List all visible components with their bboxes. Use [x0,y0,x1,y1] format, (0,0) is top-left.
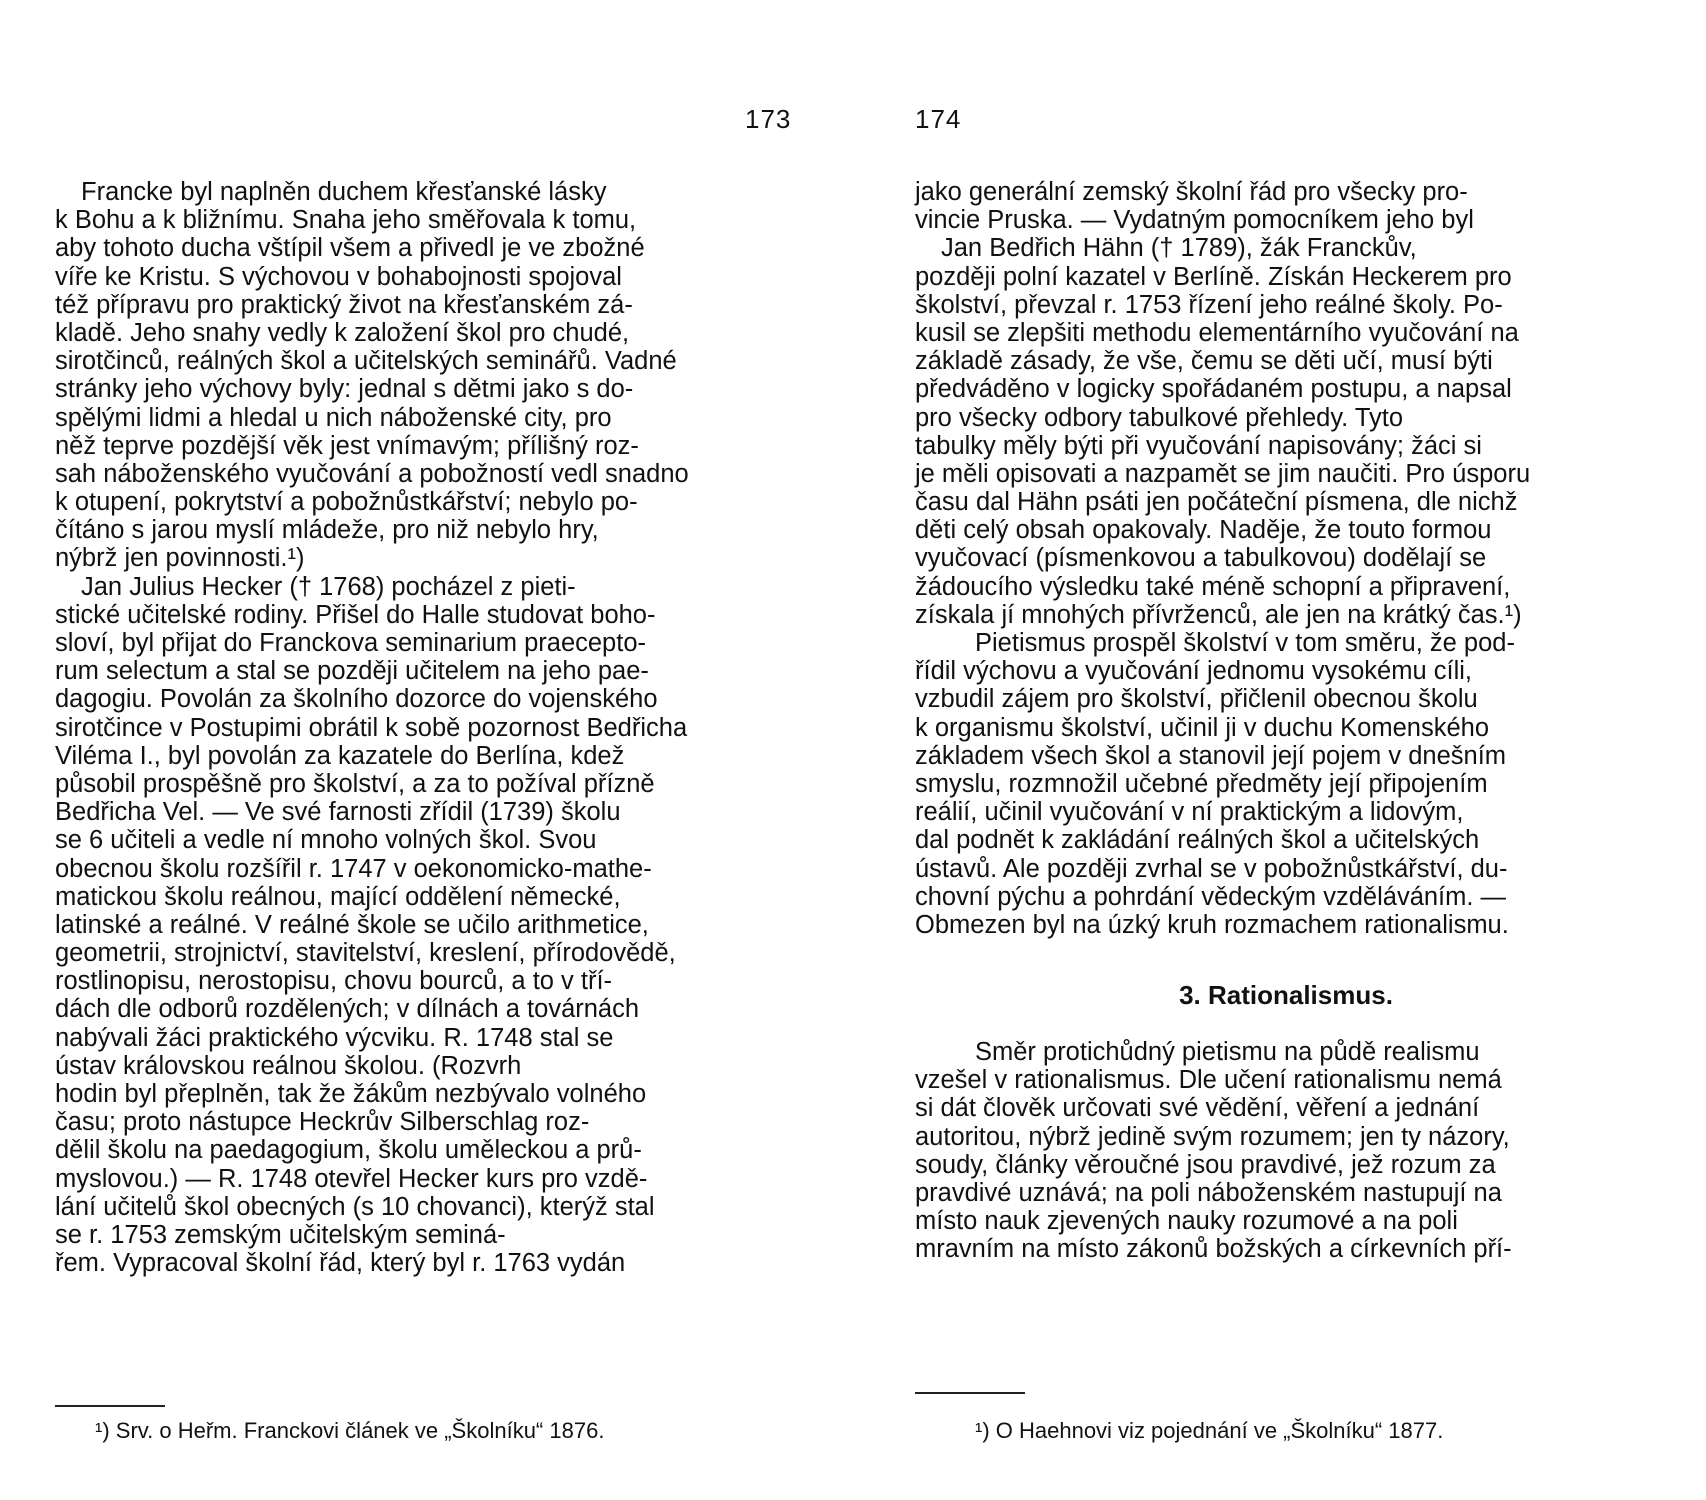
text-line: spělými lidmi a hledal u nich náboženské city, pro [55,403,612,432]
text-line: dal podnět k zakládání reálných škol a učitelských [915,826,1480,855]
text-line: něž teprve pozdější věk jest vnímavým; přílišný roz- [55,431,639,460]
text-line: řem. Vypracoval školní řád, který byl r. 1763 vydán [55,1249,626,1278]
text-line: předváděno v logicky spořádaném postupu, a napsal [915,375,1512,404]
text-line: školství, převzal r. 1753 řízení jeho reálné školy. Po- [915,290,1503,319]
footnote: ¹) O Haehnovi viz pojednání ve „Školníku“ 1877. [975,1418,1444,1443]
text-line: Jan Julius Hecker († 1768) pocházel z pieti- [81,572,576,601]
text-line: soudy, články věroučné jsou pravdivé, jež rozum za [915,1150,1496,1179]
text-line: víře ke Kristu. S výchovou v bohabojnosti spojoval [55,262,622,291]
text-line: ústavů. Ale později zvrhal se v pobožnůstkářství, du- [915,854,1508,883]
text-line: myslovou.) — R. 1748 otevřel Hecker kurs pro vzdě- [55,1164,648,1193]
text-line: je měli opisovati a nazpamět se jim naučiti. Pro úsporu [915,459,1531,488]
text-line: geometrii, strojnictví, stavitelství, kreslení, přírodovědě, [55,939,676,968]
text-line: nýbrž jen povinnosti.¹) [55,544,305,573]
footnote: ¹) Srv. o Heřm. Franckovi článek ve „Školníku“ 1876. [95,1418,605,1443]
text-line: stické učitelské rodiny. Přišel do Halle studovat boho- [55,600,656,629]
text-line: vincie Pruska. — Vydatným pomocníkem jeho byl [915,206,1474,235]
text-line: sirotčinců, reálných škol a učitelských seminářů. Vadné [55,347,677,376]
text-line: později polní kazatel v Berlíně. Získán Heckerem pro [915,262,1512,291]
text-line: též přípravu pro praktický život na křesťanském zá- [55,290,633,319]
text-line: kusil se zlepšiti methodu elementárního vyučování na [915,318,1519,347]
text-line: hodin byl přeplněn, tak že žákům nezbývalo volného [55,1080,647,1108]
text-line: k Bohu a k bližnímu. Snaha jeho směřovala k tomu, [55,206,637,235]
right-page-text [915,178,1657,939]
text-line: aby tohoto ducha vštípil všem a přivedl je ve zbožné [55,234,645,263]
text-line: Jan Bedřich Hähn († 1789), žák Franckův, [941,234,1417,263]
page-number-right: 174 [915,104,962,134]
text-line: matickou školu reálnou, mající oddělení německé, [55,882,621,911]
left-page-text [55,178,797,1277]
text-line: k organismu školství, učinil ji v duchu Komenského [915,713,1490,742]
text-line: dagogiu. Povolán za školního dozorce do vojenského [55,685,658,714]
text-line: nabývali žáci praktického výcviku. R. 1748 stal se [55,1023,614,1052]
text-line: si dát člověk určovati své vědění, věření a jednání [915,1094,1480,1123]
text-line: se r. 1753 zemským učitelským seminá- [55,1220,506,1249]
text-line: základem všech škol a stanovil její pojem v dnešním [915,741,1507,770]
text-line: k otupení, pokrytství a pobožnůstkářství; nebylo po- [55,488,638,517]
footnote-divider [915,1392,1025,1394]
text-line: působil prospěšně pro školství, a za to požíval přízně [55,769,655,798]
page-number-left: 173 [745,104,792,134]
text-line: Francke byl naplněn duchem křesťanské lásky [81,178,607,206]
text-line: řídil výchovu a vyučování jednomu vysokému cíli, [915,657,1472,686]
text-line: ústav královskou reálnou školou. (Rozvrh [55,1051,522,1080]
right-page [915,0,1705,1500]
text-line: žádoucího výsledku také méně schopní a připravení, [915,572,1511,601]
text-line: sloví, byl přijat do Franckova seminarium praecepto- [55,629,646,657]
text-line: sirotčince v Postupimi obrátil k sobě pozornost Bedřicha [55,713,688,742]
text-line: chovní pýchu a pohrdání vědeckým vzděláváním. — [915,882,1507,911]
right-page-text-after-heading [915,1038,1657,1264]
text-line: času dal Hähn psáti jen počáteční písmena, dle nichž [915,488,1518,517]
text-line: smyslu, rozmnožil učebné předměty její připojením [915,769,1488,798]
text-line: vzbudil zájem pro školství, přičlenil obecnou školu [915,685,1478,714]
text-line: autoritou, nýbrž jedině svým rozumem; jen ty názory, [915,1122,1510,1151]
text-line: vzešel v rationalismus. Dle učení rationalismu nemá [915,1066,1502,1095]
text-line: místo nauk zjevených nauky rozumové a na poli [915,1207,1458,1236]
text-line: rum selectum a stal se později učitelem na jeho pae- [55,657,649,686]
text-line: dělil školu na paedagogium, školu uměleckou a prů- [55,1136,642,1165]
text-line: vyučovací (písmenkovou a tabulkovou) dodělají se [915,544,1487,573]
text-line: Obmezen byl na úzký kruh rozmachem rationalismu. [915,910,1509,939]
text-line: Směr protichůdný pietismu na půdě realismu [975,1038,1480,1066]
text-line: se 6 učiteli a vedle ní mnoho volných škol. Svou [55,826,597,855]
text-line: děti celý obsah opakovaly. Naděje, že touto formou [915,516,1492,545]
text-line: stránky jeho výchovy byly: jednal s dětmi jako s do- [55,375,634,404]
text-line: sah náboženského vyučování a pobožností vedl snadno [55,459,689,488]
text-line: reálií, učinil vyučování v ní praktickým a lidovým, [915,798,1464,827]
text-line: obecnou školu rozšířil r. 1747 v oekonomicko-mathe- [55,854,652,883]
footnote-divider [55,1405,165,1407]
text-line: Viléma I., byl povolán za kazatele do Berlína, kdež [55,741,625,770]
text-line: základě zásady, že vše, čemu se děti učí, musí býti [915,347,1493,376]
text-line: kladě. Jeho snahy vedly k založení škol pro chudé, [55,318,630,347]
text-line: dách dle odborů rozdělených; v dílnách a továrnách [55,995,640,1024]
text-line: pro všecky odbory tabulkové přehledy. Tyto [915,403,1404,432]
section-heading: 3. Rationalismus. [1179,980,1393,1010]
text-line: jako generální zemský školní řád pro všecky pro- [915,178,1468,206]
text-line: Pietismus prospěl školství v tom směru, že pod- [975,629,1515,657]
text-line: lání učitelů škol obecných (s 10 chovanci), kterýž stal [55,1192,655,1221]
text-line: latinské a reálné. V reálné škole se učilo arithmetice, [55,910,649,939]
left-page [55,0,845,1500]
text-line: Bedřicha Vel. — Ve své farnosti zřídil (1739) školu [55,798,621,827]
text-line: čítáno s jarou myslí mládeže, pro niž nebylo hry, [55,516,599,545]
text-line: mravním na místo zákonů božských a církevních pří- [915,1235,1512,1264]
text-line: času; proto nástupce Heckrův Silberschlag roz- [55,1108,590,1137]
text-line: pravdivé uznává; na poli náboženském nastupují na [915,1178,1502,1207]
text-line: tabulky měly býti při vyučování napisovány; žáci si [915,431,1482,460]
text-line: získala jí mnohých přívrženců, ale jen na krátký čas.¹) [915,600,1522,629]
text-line: rostlinopisu, nerostopisu, chovu bourců, a to v tří- [55,967,613,996]
